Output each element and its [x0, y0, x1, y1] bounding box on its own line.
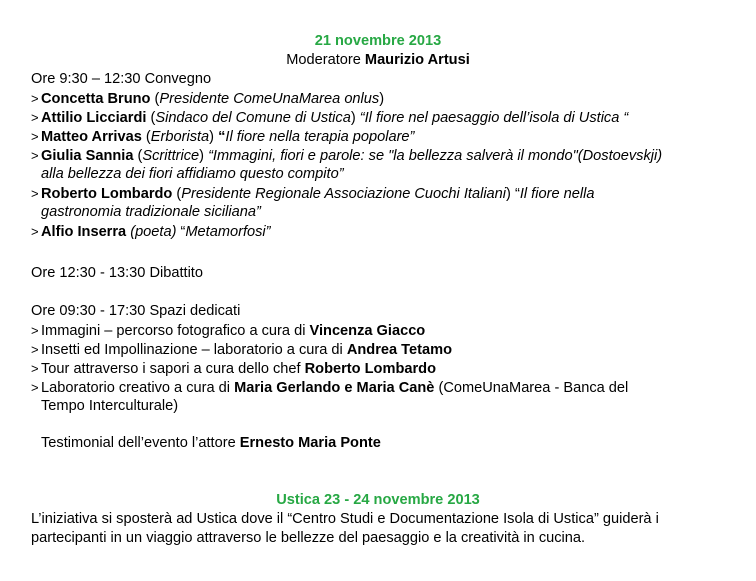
paren-close: ): [199, 148, 209, 164]
activity-text: Insetti ed Impollinazione – laboratorio a cura di: [41, 342, 347, 358]
paren-close: ): [209, 129, 219, 145]
paren-open: (: [172, 186, 182, 202]
speaker-item: [31, 222, 271, 242]
activity-text: Tour attraverso i sapori a cura dello chef: [41, 361, 305, 377]
quote-open: “: [180, 224, 186, 240]
paren-close: ) “: [506, 186, 520, 202]
activity-host: Vincenza Giacco: [309, 323, 426, 339]
activity-item: [31, 340, 452, 360]
activity-text: Laboratorio creativo a cura di: [41, 380, 235, 396]
speaker-name: Alfio Inserra: [41, 224, 127, 240]
moderator-line: [0, 51, 756, 70]
speaker-name: Attilio Licciardi: [41, 110, 147, 126]
speaker-item: [31, 184, 594, 204]
speaker-item: [31, 108, 628, 128]
speaker-role: Erborista: [150, 129, 210, 145]
ustica-paragraph-line: L’iniziativa si sposterà ad Ustica dove il “Centro Studi e Documentazione Isola di Ustica” guiderà i: [31, 511, 659, 527]
speaker-role: Sindaco del Comune di Ustica: [155, 110, 351, 126]
paren-open: (: [146, 110, 156, 126]
activity-text-after: (ComeUnaMarea - Banca del: [434, 380, 629, 396]
event-date-heading: 21 novembre 2013: [314, 33, 442, 49]
speaker-name: Matteo Arrivas: [41, 129, 142, 145]
speaker-item: [31, 146, 662, 166]
bullet-arrow: >: [31, 323, 39, 338]
activity-item: [31, 321, 425, 341]
speaker-name: Concetta Bruno: [41, 91, 151, 107]
talk-title-continuation: gastronomia tradizionale siciliana”: [41, 204, 261, 220]
convegno-heading: Ore 9:30 – 12:30 Convegno: [31, 71, 212, 87]
paren-close: ): [379, 91, 385, 107]
bullet-arrow: >: [31, 224, 39, 239]
testimonial-name: Ernesto Maria Ponte: [239, 435, 381, 451]
speaker-item: [31, 127, 414, 147]
talk-title: “Immagini, fiori e parole: se "la bellezza salverà il mondo"(Dostoevskji): [208, 148, 663, 164]
testimonial-line: [41, 434, 381, 453]
talk-title: Il fiore nella: [519, 186, 595, 202]
ustica-paragraph-line: partecipanti in un viaggio attraverso le bellezze del paesaggio e la creatività in cucina.: [31, 530, 586, 546]
bullet-arrow: >: [31, 91, 39, 106]
speaker-role: Scrittrice: [142, 148, 200, 164]
moderator-label: Moderatore: [286, 52, 365, 68]
activity-host: Roberto Lombardo: [304, 361, 436, 377]
bullet-arrow: >: [31, 361, 39, 376]
paren-open: (: [133, 148, 143, 164]
ustica-heading: Ustica 23 - 24 novembre 2013: [276, 492, 480, 508]
speaker-role: Presidente ComeUnaMarea onlus: [159, 91, 380, 107]
paren-open: (: [150, 91, 160, 107]
activity-text: Immagini – percorso fotografico a cura di: [41, 323, 310, 339]
paren-open: (: [141, 129, 151, 145]
bullet-arrow: >: [31, 129, 39, 144]
speaker-name: Roberto Lombardo: [41, 186, 173, 202]
spazi-heading: Ore 09:30 - 17:30 Spazi dedicati: [31, 303, 241, 319]
talk-title: “Il fiore nel paesaggio dell’isola di Ustica “: [359, 110, 629, 126]
bullet-arrow: >: [31, 380, 39, 395]
speaker-role: (poeta): [126, 224, 181, 240]
bullet-arrow: >: [31, 186, 39, 201]
activity-host: Andrea Tetamo: [346, 342, 452, 358]
talk-title: Metamorfosi”: [185, 224, 271, 240]
activity-item: [31, 378, 628, 398]
activity-text-continuation: Tempo Interculturale): [41, 398, 179, 414]
activity-item: [31, 359, 436, 379]
paren-close: ): [350, 110, 360, 126]
activity-host: Maria Gerlando e Maria Canè: [234, 380, 435, 396]
bullet-arrow: >: [31, 148, 39, 163]
quote-open: “: [218, 129, 226, 145]
speaker-name: Giulia Sannia: [41, 148, 134, 164]
talk-title-continuation: alla bellezza dei fiori affidiamo questo compito”: [41, 166, 344, 182]
talk-title: Il fiore nella terapia popolare”: [225, 129, 415, 145]
bullet-arrow: >: [31, 342, 39, 357]
moderator-name: Maurizio Artusi: [364, 52, 470, 68]
bullet-arrow: >: [31, 110, 39, 125]
speaker-item: [31, 89, 384, 109]
dibattito-heading: Ore 12:30 - 13:30 Dibattito: [31, 265, 203, 281]
testimonial-text: Testimonial dell’evento l’attore: [41, 435, 240, 451]
speaker-role: Presidente Regionale Associazione Cuochi Italiani: [181, 186, 507, 202]
